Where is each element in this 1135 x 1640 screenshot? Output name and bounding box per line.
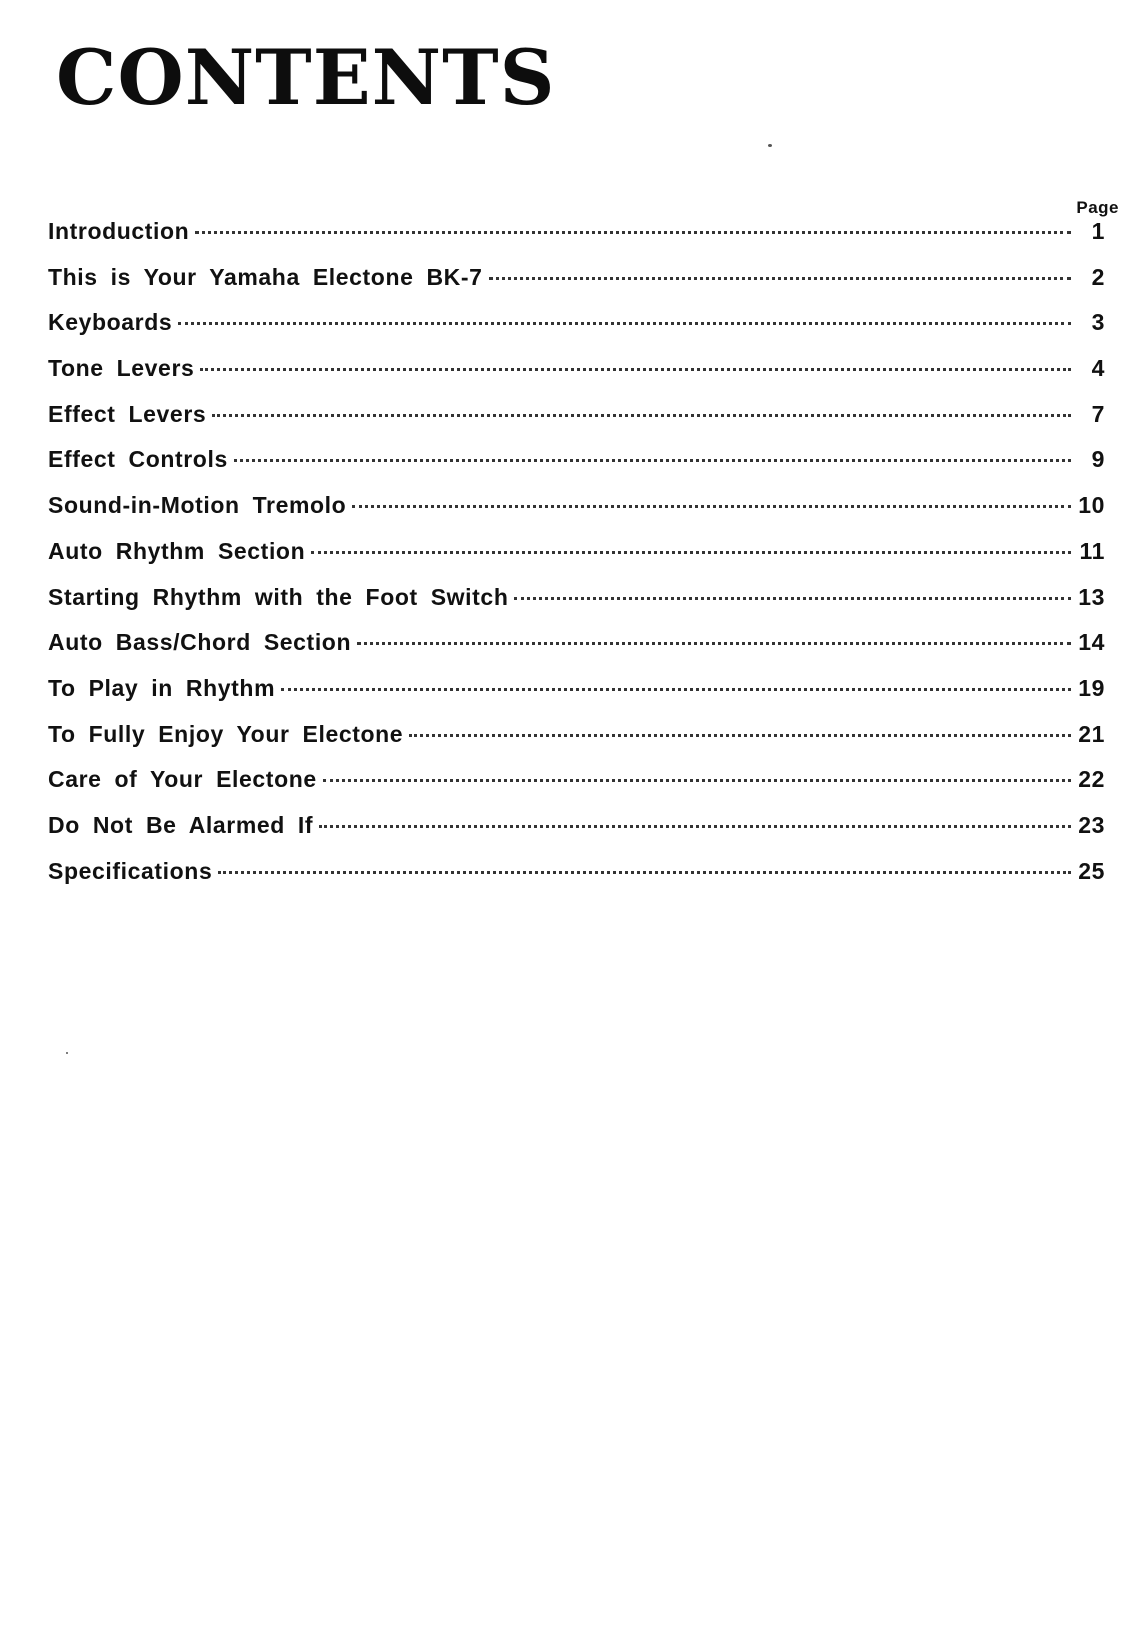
toc-entry [48,721,1105,767]
toc-entry-page: 7 [1091,400,1105,427]
toc-entry-title: Specifications [48,857,213,884]
toc-entry-page: 23 [1078,811,1105,838]
dot-leader [409,734,1071,737]
toc-entry [48,538,1105,584]
dot-leader [514,597,1071,600]
page-column-heading: Page [1076,198,1119,217]
dot-leader [319,825,1071,828]
toc-entry-page: 10 [1078,492,1105,519]
toc-entry [48,492,1105,538]
toc-entry [48,355,1105,401]
toc-entry-page: 1 [1091,218,1105,244]
toc-entry-title: Tone Levers [48,355,195,382]
toc-entry-title: Effect Levers [48,400,207,427]
toc-entry-page: 25 [1078,857,1105,884]
toc-entry-title: Starting Rhythm with the Foot Switch [48,583,509,610]
toc-entry-title: To Fully Enjoy Your Electone [48,720,404,747]
dot-leader [212,414,1071,417]
dot-leader [323,779,1071,782]
toc-entry [48,584,1105,630]
dot-leader [178,322,1071,325]
table-of-contents [48,218,1105,903]
dot-leader [195,231,1071,234]
dot-leader [234,459,1071,462]
toc-entry-title: To Play in Rhythm [48,674,276,701]
toc-entry [48,675,1105,721]
toc-entry-title: Care of Your Electone [48,766,317,793]
toc-entry-page: 22 [1078,766,1105,793]
toc-entry-title: Keyboards [48,309,173,336]
toc-entry-page: 14 [1078,629,1105,656]
page-title: CONTENTS [56,33,556,122]
toc-entry-title: Auto Bass/Chord Section [48,629,352,656]
toc-entry-page: 11 [1079,537,1105,564]
toc-entry [48,812,1105,858]
toc-entry-page: 3 [1091,309,1105,336]
toc-entry-page: 4 [1091,355,1105,382]
toc-entry-page: 21 [1078,720,1105,747]
toc-entry-title: Sound-in-Motion Tremolo [48,492,347,519]
toc-entry-title: Effect Controls [48,446,228,473]
scan-speck [66,1052,68,1054]
scan-speck [768,144,772,147]
dot-leader [357,642,1071,645]
toc-entry-title: This is Your Yamaha Electone BK-7 [48,263,483,290]
dot-leader [311,551,1071,554]
dot-leader [352,505,1071,508]
toc-entry-title: Do Not Be Alarmed If [48,811,314,838]
toc-entry [48,401,1105,447]
toc-entry [48,446,1105,492]
dot-leader [489,277,1071,280]
toc-entry-page: 9 [1091,446,1105,473]
toc-entry [48,629,1105,675]
toc-entry [48,309,1105,355]
dot-leader [218,871,1071,874]
toc-entry-title: Introduction [48,218,190,244]
toc-entry [48,766,1105,812]
toc-entry [48,264,1105,310]
toc-entry-page: 19 [1078,674,1105,701]
dot-leader [281,688,1071,691]
toc-entry-title: Auto Rhythm Section [48,537,306,564]
toc-entry [48,218,1105,264]
dot-leader [200,368,1071,371]
toc-entry-page: 13 [1078,583,1105,610]
toc-entry [48,858,1105,904]
toc-entry-page: 2 [1091,263,1105,290]
